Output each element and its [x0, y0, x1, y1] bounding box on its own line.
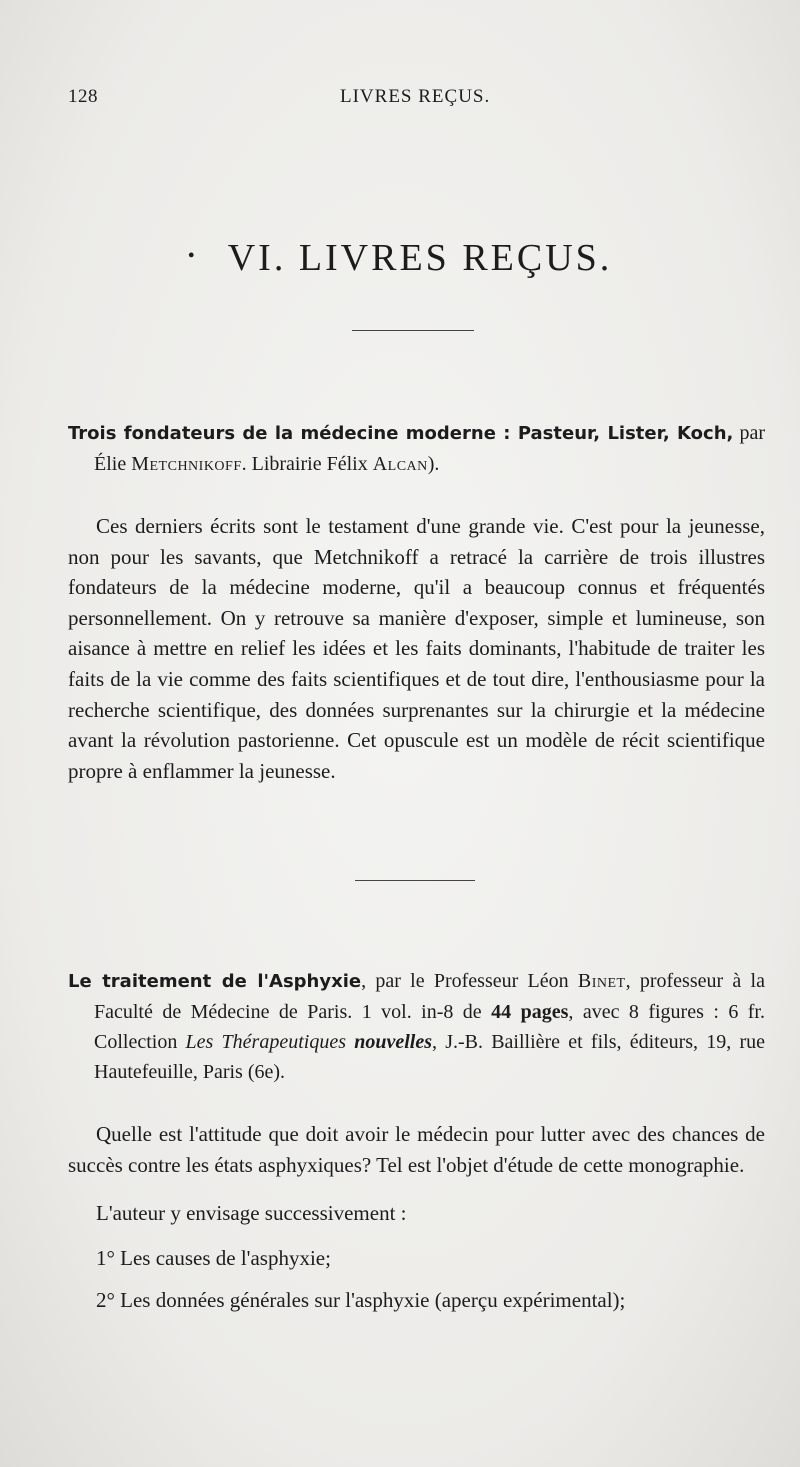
list-item: 1° Les causes de l'asphyxie;: [96, 1245, 331, 1270]
book-title: Le traitement de l'Asphyxie: [68, 971, 362, 992]
book-entry-1: [68, 418, 765, 786]
review-paragraph: L'auteur y envisage successivement :: [96, 1201, 407, 1226]
list-item: 2° Les données générales sur l'asphyxie (aperçu expérimental);: [96, 1287, 626, 1312]
book-details: , J.-B. Baillière et fils, éditeurs, 19, rue Hautefeuille, Paris (6e).: [94, 1031, 765, 1083]
entry-heading: [68, 966, 765, 1087]
running-title: LIVRES REÇUS.: [340, 86, 491, 107]
section-title-text: VI. LIVRES REÇUS.: [227, 237, 613, 279]
page-number: 128: [68, 86, 98, 107]
divider-rule: [355, 880, 475, 881]
book-details: , avec 8 figures : 6 fr. Collection: [94, 1001, 765, 1053]
bullet-mark: •: [187, 245, 198, 267]
author-name: Binet: [577, 970, 626, 992]
section-title: [0, 236, 800, 280]
entry-heading: [68, 418, 765, 479]
author-prefix: , par le Professeur Léon: [361, 970, 578, 992]
review-paragraph: Ces derniers écrits sont le testament d'une grande vie. C'est pour la jeunesse, non pour les savants, que Metchnikoff a retracé la carrière de trois illustres fondateurs de la médecine moderne, qu'il a beaucoup connus et fréquentés personnellement. On y retrouve sa manière d'exposer, simple et lumineuse, son aisance à mettre en relief les idées et les faits dominants, l'habitude de traiter les faits de la vie comme des faits scientifiques et de tout dire, l'enthousiasme pour la recherche scientifique, des données surprenantes sur la chirurgie et la médecine avant la révolution pastorienne. Cet opuscule est un modèle de récit scientifique propre à enflammer la jeunesse.: [68, 514, 765, 783]
collection-name: Les Thérapeutiques: [185, 1031, 346, 1053]
book-details: , professeur à la Faculté de Médecine de Paris. 1 vol. in-8 de: [94, 970, 765, 1023]
author-name: Metchnikoff: [131, 453, 242, 475]
page-count: 44 pages: [491, 1001, 569, 1023]
running-header: [68, 86, 758, 116]
publisher-name: Alcan: [372, 453, 428, 475]
book-entry-2: [68, 966, 765, 1315]
review-paragraph: Quelle est l'attitude que doit avoir le médecin pour lutter avec des chances de succès contre les états asphyxiques? Tel est l'objet d'étude de cette monographie.: [68, 1122, 765, 1177]
book-title: Trois fondateurs de la médecine moderne : Pasteur, Lister, Koch,: [68, 423, 734, 444]
author-prefix: par Élie: [94, 422, 765, 475]
collection-name-bold: nouvelles: [345, 1031, 432, 1053]
divider-rule: [352, 330, 474, 331]
publisher-suffix: ).: [427, 453, 440, 475]
publisher-prefix: . Librairie Félix: [241, 453, 373, 475]
